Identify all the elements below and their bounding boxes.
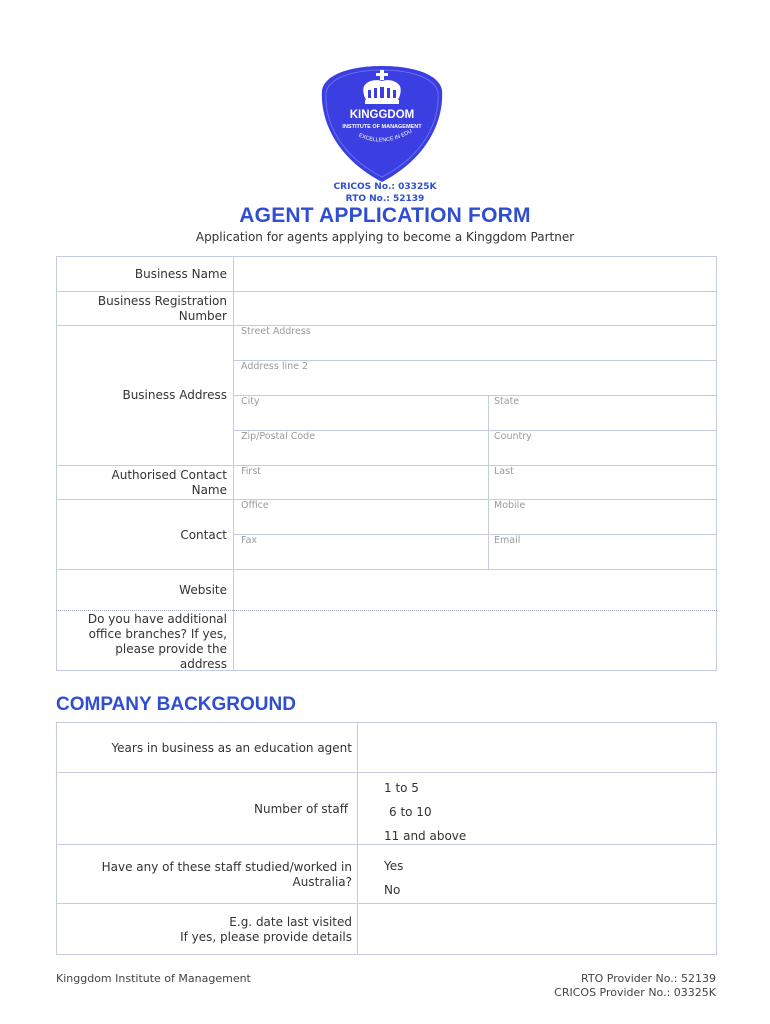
contact-label: Contact — [180, 528, 227, 542]
first-name-field[interactable]: First — [241, 466, 261, 477]
staff-studied-label: Have any of these staff studied/worked in Australia? — [101, 860, 352, 889]
studied-option-yes[interactable]: Yes — [384, 859, 404, 873]
business-registration-field[interactable] — [233, 291, 717, 325]
business-name-label: Business Name — [134, 267, 227, 281]
svg-text:INSTITUTE OF MANAGEMENT: INSTITUTE OF MANAGEMENT — [342, 124, 422, 130]
form-title: AGENT APPLICATION FORM — [239, 204, 531, 227]
footer-cricos: CRICOS Provider No.: 03325K — [554, 986, 716, 999]
address-line2-field[interactable]: Address line 2 — [241, 361, 309, 372]
email-field[interactable]: Email — [494, 535, 521, 546]
company-background-heading: COMPANY BACKGROUND — [56, 694, 296, 715]
number-of-staff-label: Number of staff — [254, 802, 348, 816]
staff-option-11-and-above[interactable]: 11 and above — [384, 829, 467, 843]
studied-option-no[interactable]: No — [384, 883, 401, 897]
rto-number: RTO No.: 52139 — [345, 194, 425, 204]
cricos-rto-numbers — [0, 181, 770, 205]
details-field[interactable] — [357, 903, 717, 955]
staff-option-1-to-5[interactable]: 1 to 5 — [384, 781, 419, 795]
business-address-label: Business Address — [122, 388, 227, 402]
crest-icon — [320, 60, 444, 184]
branches-label: Do you have additional office branches? If yes, please provide the address — [87, 612, 227, 671]
years-in-business-label: Years in business as an education agent — [111, 741, 352, 755]
institute-logo — [320, 60, 444, 184]
mobile-field[interactable]: Mobile — [494, 500, 526, 511]
state-field[interactable]: State — [494, 396, 520, 407]
website-label: Website — [179, 583, 227, 597]
street-address-field[interactable]: Street Address — [241, 326, 311, 337]
form-subtitle: Application for agents applying to become a Kinggdom Partner — [195, 230, 575, 244]
country-field[interactable]: Country — [494, 431, 532, 442]
authorised-contact-label: Authorised Contact Name — [111, 468, 227, 497]
svg-text:EXCELLENCE IN EDUCATION: EXCELLENCE IN EDU — [357, 128, 414, 144]
footer-institute-name: Kinggdom Institute of Management — [56, 972, 251, 985]
cricos-number: CRICOS No.: 03325K — [333, 182, 437, 192]
zip-field[interactable]: Zip/Postal Code — [241, 431, 316, 442]
svg-text:KINGGDOM: KINGGDOM — [349, 109, 415, 121]
business-registration-label: Business Registration Number — [97, 294, 227, 323]
office-phone-field[interactable]: Office — [241, 500, 269, 511]
footer-provider-numbers — [480, 972, 716, 1000]
years-in-business-field[interactable] — [357, 722, 717, 772]
details-label: E.g. date last visited If yes, please provide details — [180, 915, 352, 944]
last-name-field[interactable]: Last — [494, 466, 514, 477]
footer-rto: RTO Provider No.: 52139 — [581, 972, 716, 985]
fax-field[interactable]: Fax — [241, 535, 258, 546]
branches-field[interactable] — [233, 610, 717, 671]
staff-option-6-to-10[interactable]: 6 to 10 — [389, 805, 432, 819]
website-field[interactable] — [233, 569, 717, 610]
city-field[interactable]: City — [241, 396, 260, 407]
